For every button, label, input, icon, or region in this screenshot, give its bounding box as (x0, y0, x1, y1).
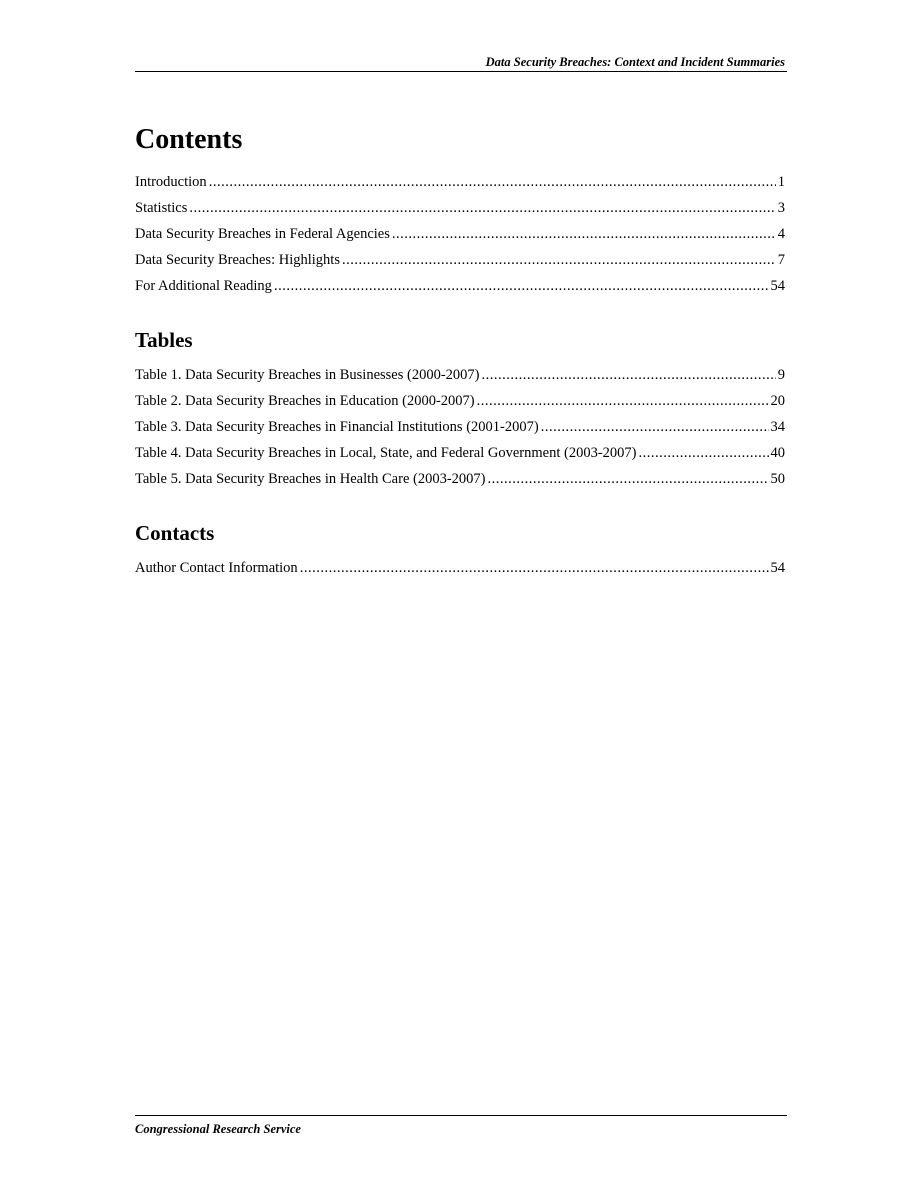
tables-list (135, 362, 785, 492)
toc-entry-title: For Additional Reading (135, 273, 274, 299)
contacts-heading: Contacts (135, 521, 215, 545)
toc-entry-title: Table 4. Data Security Breaches in Local, State, and Federal Government (2003-2007) (135, 440, 638, 466)
toc-entry-additional-reading[interactable] (135, 273, 785, 299)
contents-list (135, 169, 785, 299)
toc-entry-title: Table 3. Data Security Breaches in Financial Institutions (2001-2007) (135, 414, 541, 440)
toc-entry-title: Author Contact Information (135, 555, 300, 581)
toc-entry-title: Statistics (135, 195, 189, 221)
toc-entry-title: Introduction (135, 169, 209, 195)
toc-entry-page: 9 (777, 367, 785, 383)
toc-entry-title: Data Security Breaches in Federal Agencies (135, 221, 392, 247)
toc-leader-dots (300, 555, 769, 581)
toc-entry-page: 54 (770, 560, 785, 576)
toc-entry-page: 40 (770, 445, 785, 461)
toc-entry-page: 3 (777, 200, 785, 216)
toc-leader-dots (541, 414, 769, 440)
toc-entry-page: 1 (777, 174, 785, 190)
tables-heading: Tables (135, 328, 193, 352)
toc-entry-page: 50 (770, 471, 785, 487)
toc-leader-dots (638, 440, 768, 466)
toc-entry-title: Table 2. Data Security Breaches in Education (2000-2007) (135, 388, 477, 414)
toc-entry-title: Table 5. Data Security Breaches in Health Care (2003-2007) (135, 466, 488, 492)
toc-entry-table-4[interactable] (135, 440, 785, 466)
toc-leader-dots (488, 466, 769, 492)
toc-entry-page: 34 (770, 419, 785, 435)
toc-entry-page: 54 (770, 278, 785, 294)
toc-leader-dots (392, 221, 776, 247)
toc-entry-table-5[interactable] (135, 466, 785, 492)
toc-leader-dots (342, 247, 776, 273)
toc-leader-dots (209, 169, 776, 195)
toc-leader-dots (274, 273, 769, 299)
toc-entry-highlights[interactable] (135, 247, 785, 273)
toc-entry-table-1[interactable] (135, 362, 785, 388)
toc-entry-page: 20 (770, 393, 785, 409)
toc-entry-page: 4 (777, 226, 785, 242)
toc-leader-dots (481, 362, 775, 388)
toc-entry-title: Table 1. Data Security Breaches in Businesses (2000-2007) (135, 362, 481, 388)
toc-entry-introduction[interactable] (135, 169, 785, 195)
toc-entry-federal-agencies[interactable] (135, 221, 785, 247)
toc-leader-dots (477, 388, 769, 414)
toc-entry-table-3[interactable] (135, 414, 785, 440)
toc-entry-page: 7 (777, 252, 785, 268)
running-footer: Congressional Research Service (135, 1115, 787, 1141)
contents-heading: Contents (135, 124, 243, 155)
running-header: Data Security Breaches: Context and Incident Summaries (135, 52, 787, 72)
contacts-list (135, 555, 785, 581)
toc-entry-statistics[interactable] (135, 195, 785, 221)
toc-leader-dots (189, 195, 775, 221)
toc-entry-title: Data Security Breaches: Highlights (135, 247, 342, 273)
table-of-contents (135, 120, 785, 581)
toc-entry-table-2[interactable] (135, 388, 785, 414)
toc-entry-author-contact[interactable] (135, 555, 785, 581)
